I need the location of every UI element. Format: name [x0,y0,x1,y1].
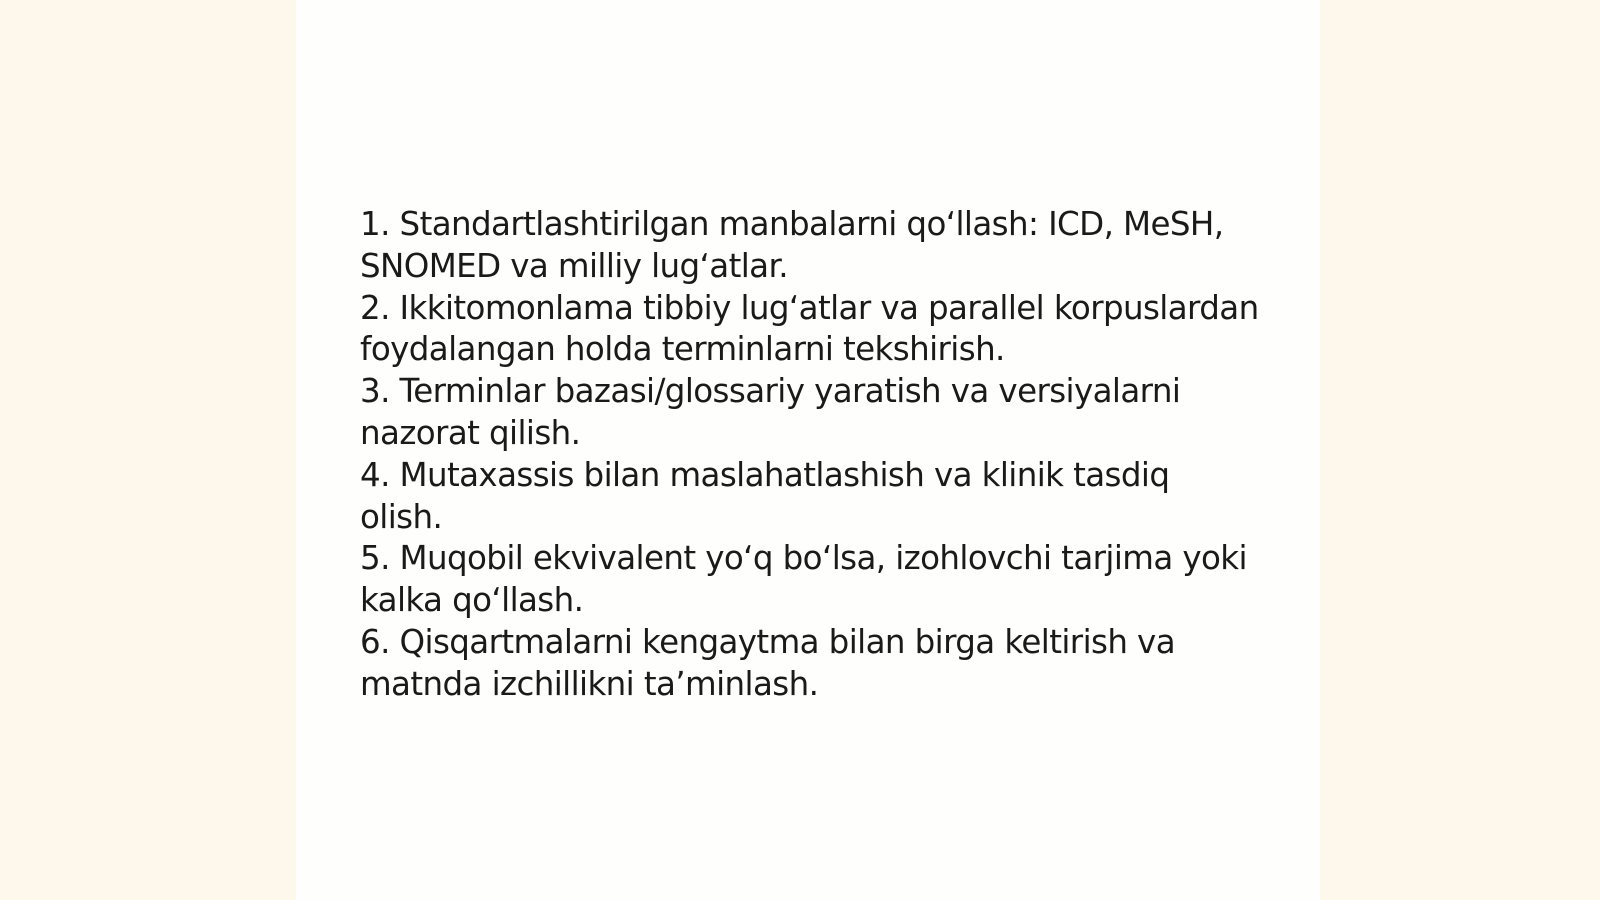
list-item: 3. Terminlar bazasi/glossariy yaratish va versiyalarni nazorat qilish. [360,372,1181,452]
right-margin [1320,0,1600,900]
guidelines-list [360,204,1260,706]
slide [296,0,1320,900]
list-item: 1. Standartlashtirilgan manbalarni qo‘llash: ICD, MeSH, SNOMED va milliy lug‘atlar. [360,205,1224,285]
list-item: 2. Ikkitomonlama tibbiy lug‘atlar va parallel korpuslardan foydalangan holda terminlarni tekshirish. [360,288,1259,369]
list-item: 4. Mutaxassis bilan maslahatlashish va klinik tasdiq olish. [360,455,1170,536]
left-margin [0,0,296,900]
list-item: 6. Qisqartmalarni kengaytma bilan birga keltirish va matnda izchillikni ta’minlash. [360,622,1176,703]
list-item: 5. Muqobil ekvivalent yo‘q bo‘lsa, izohlovchi tarjima yoki kalka qo‘llash. [360,539,1247,620]
